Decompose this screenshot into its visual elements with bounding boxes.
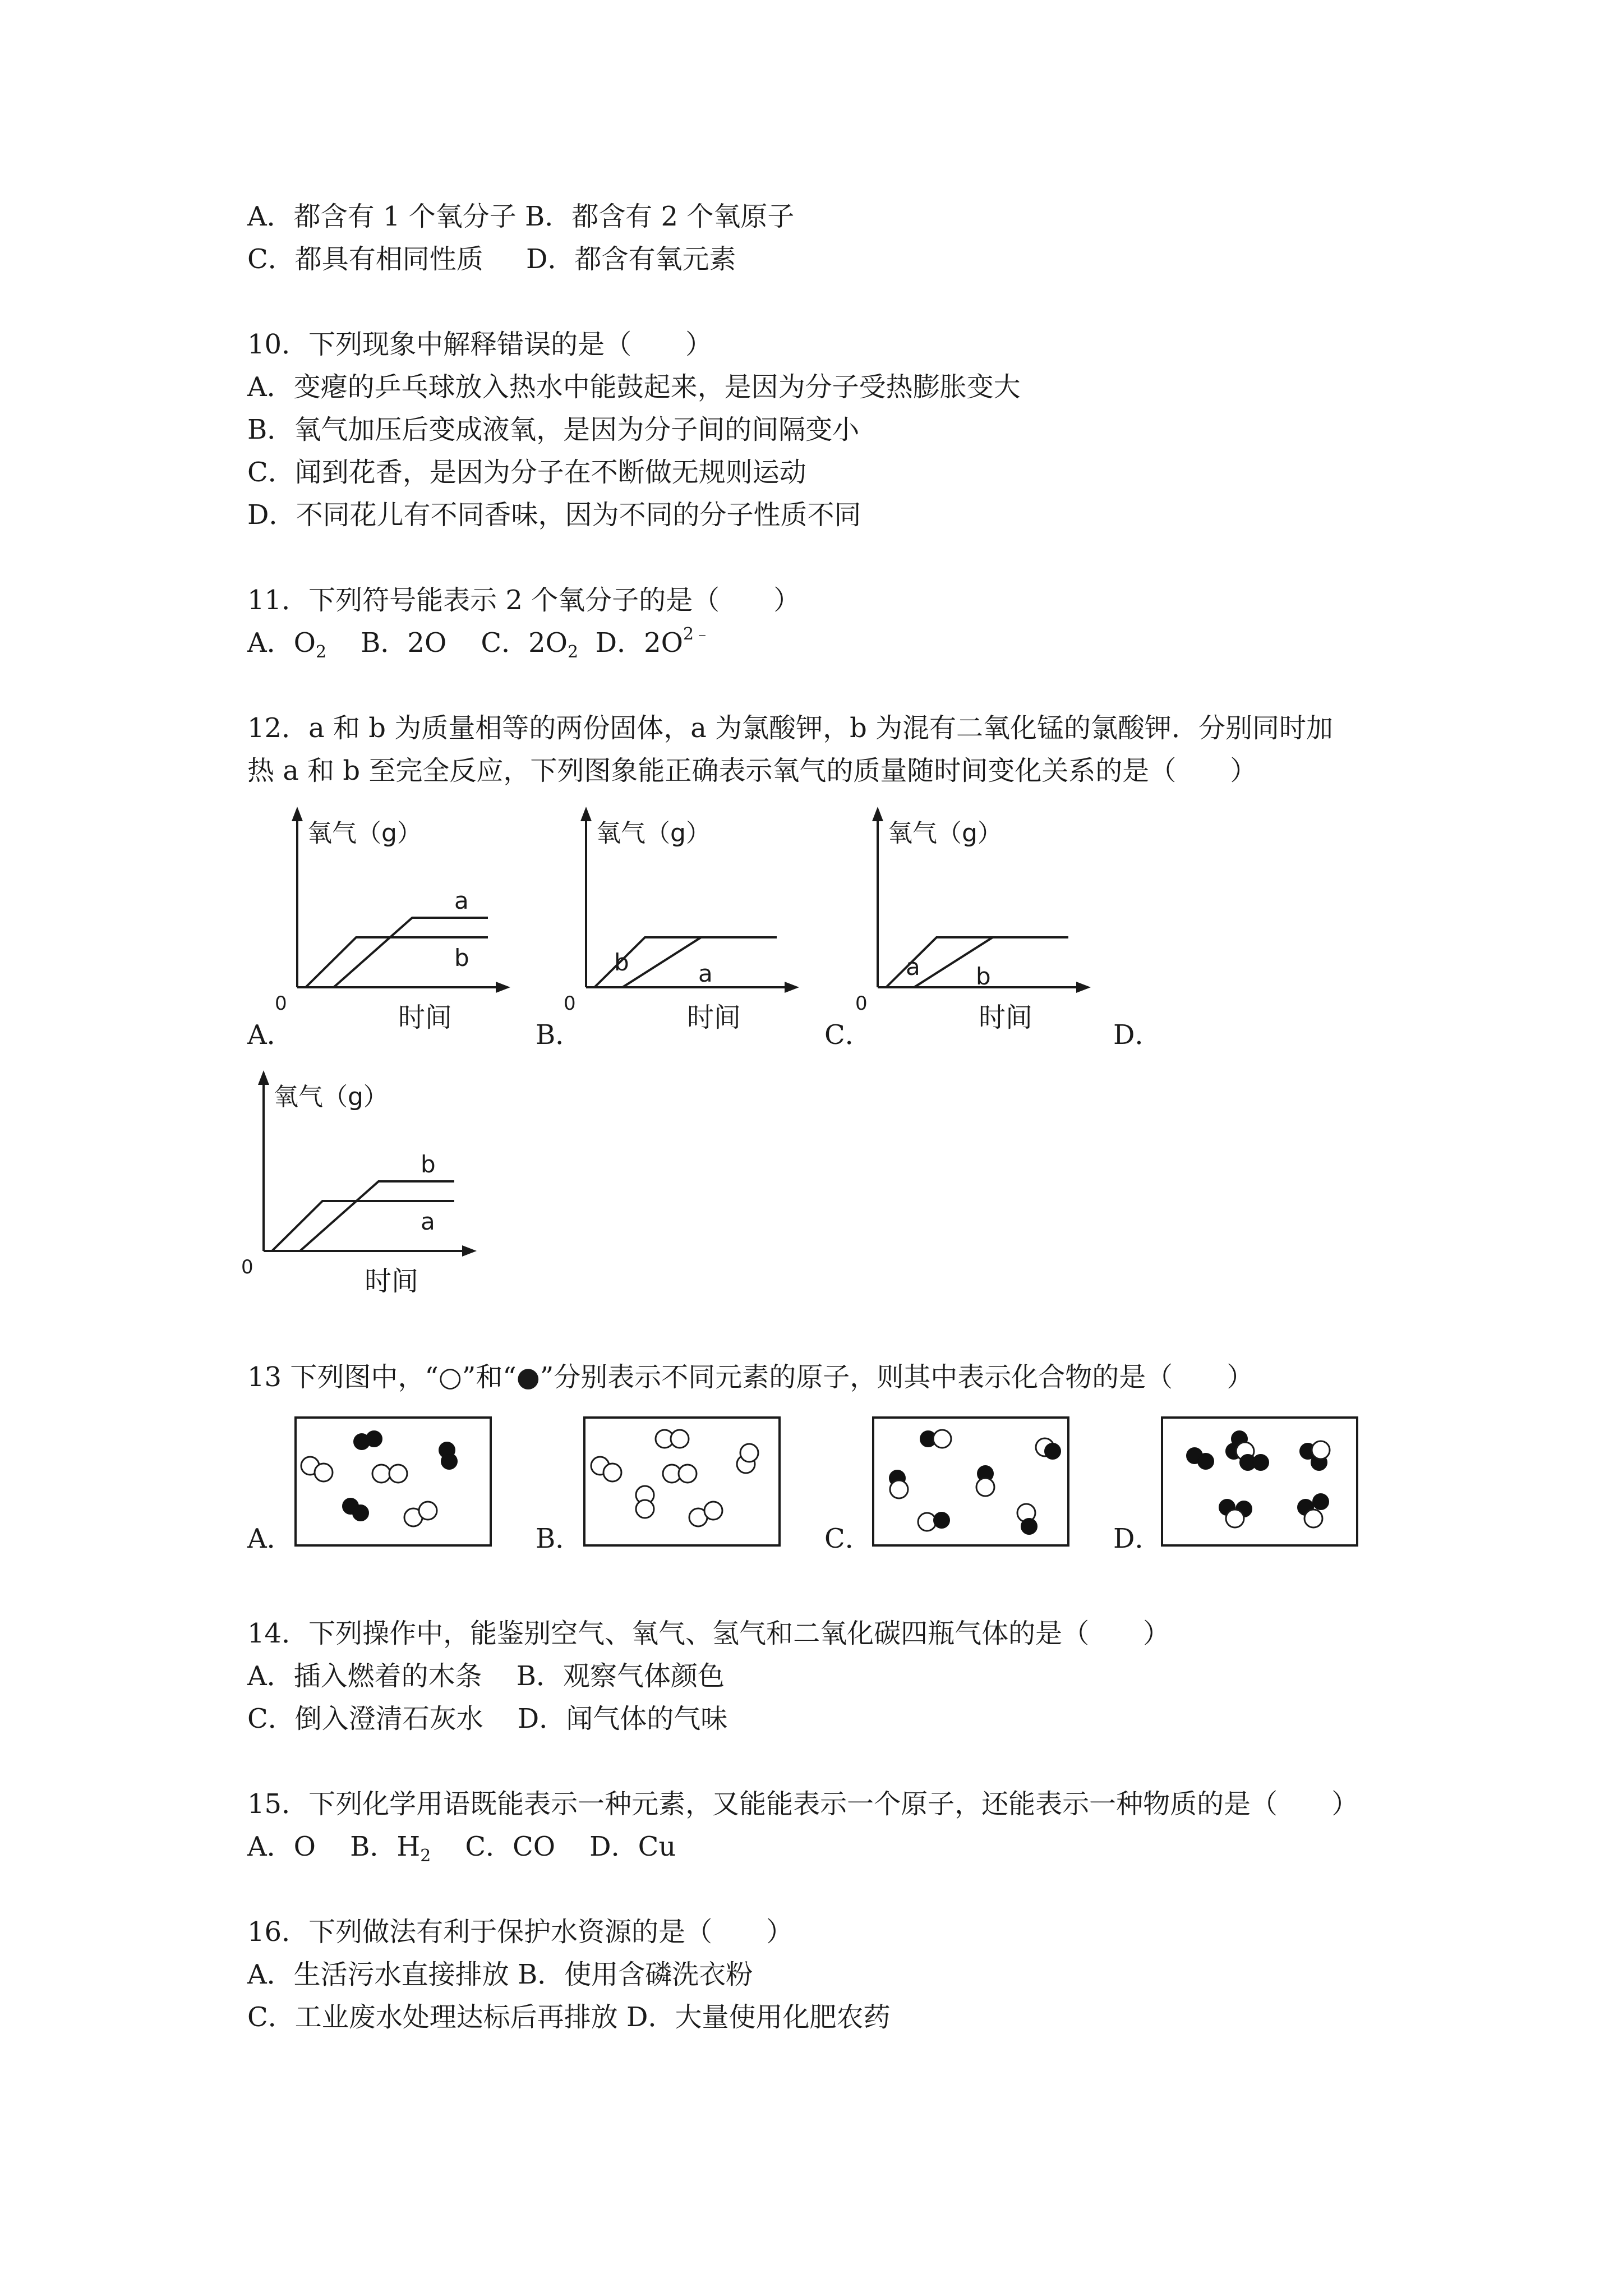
series-label-upper: b [976, 963, 991, 990]
hollow-atom-icon [679, 1465, 697, 1483]
q13-option-c-label: C． [824, 1523, 872, 1554]
y-axis-arrow-icon [258, 1070, 269, 1085]
hollow-atom-icon [976, 1478, 994, 1496]
filled-atom-icon [353, 1505, 368, 1521]
q14-options-row2 [247, 1702, 727, 1736]
x-axis-arrow-icon [785, 982, 799, 993]
q15-options [247, 1830, 676, 1864]
origin-label: 0 [564, 992, 576, 1015]
y-axis-label: 氧气（g） [596, 819, 711, 848]
q13-stem: 13 下列图中，“○”和“●”分别表示不同元素的原子，则其中表示化合物的是（ ） [247, 1361, 1254, 1393]
series-label-lower: b [454, 944, 469, 972]
q14-options-row1 [247, 1659, 725, 1693]
q13-option-b-label: B． [536, 1523, 583, 1554]
x-axis-arrow-icon [462, 1245, 477, 1257]
q10-option-a: A．变瘪的乒乓球放入热水中能鼓起来，是因为分子受热膨胀变大 [247, 371, 1021, 403]
q10-option-d: D．不同花儿有不同香味，因为不同的分子性质不同 [247, 499, 861, 531]
q16-options-row2 [247, 2000, 891, 2034]
q14-option-a: A．插入燃着的木条 [247, 1660, 482, 1692]
series-label-lower: b [614, 949, 629, 976]
q15-option-d: D．Cu [589, 1831, 676, 1862]
hollow-atom-icon [890, 1480, 908, 1498]
q12-option-d-label: D． [1113, 1019, 1162, 1051]
q12-graph-b [564, 802, 822, 1038]
q13-option-a-label: A． [247, 1523, 294, 1554]
q14-option-c: C．倒入澄清石灰水 [247, 1703, 483, 1734]
q12-stem-line2: 热 a 和 b 至完全反应，下列图象能正确表示氧气的质量随时间变化关系的是（ ） [247, 755, 1257, 786]
q14-option-d: D．闻气体的气味 [517, 1703, 728, 1734]
hollow-atom-icon [389, 1465, 407, 1483]
series-label-lower: a [906, 953, 920, 981]
series-label-upper: b [421, 1151, 436, 1178]
y-axis-label: 氧气（g） [888, 819, 1002, 848]
hollow-atom-icon [1226, 1510, 1244, 1527]
hollow-atom-icon [671, 1430, 689, 1448]
x-axis-label: 时间 [365, 1266, 419, 1297]
q13-option-d-label: D． [1113, 1523, 1162, 1554]
q10-option-c: C．闻到花香，是因为分子在不断做无规则运动 [247, 457, 806, 488]
box-border [1162, 1418, 1357, 1545]
q12-option-a-label: A． [247, 1019, 294, 1051]
q12-graph-a [275, 802, 533, 1038]
q14-stem: 14．下列操作中，能鉴别空气、氧气、氢气和二氧化碳四瓶气体的是（ ） [247, 1618, 1170, 1649]
q16-option-a: A．生活污水直接排放 [247, 1959, 509, 1990]
hollow-atom-icon [315, 1464, 333, 1481]
series-line-slow [914, 937, 1068, 987]
filled-atom-icon [934, 1512, 949, 1528]
q11-options [247, 626, 711, 660]
series-label-upper: a [454, 887, 469, 914]
q15-option-c: C．CO [465, 1831, 556, 1862]
q9-option-d: D．都含有氧元素 [526, 243, 736, 275]
q12-graph-d [241, 1066, 499, 1301]
filled-atom-icon [1045, 1443, 1061, 1459]
filled-atom-icon [366, 1431, 382, 1447]
origin-label: 0 [855, 992, 868, 1015]
hollow-atom-icon [1312, 1441, 1330, 1459]
q16-stem: 16．下列做法有利于保护水资源的是（ ） [247, 1916, 794, 1948]
q12-option-b-label: B． [536, 1019, 583, 1051]
q9-options-row1 [247, 200, 794, 233]
hollow-atom-icon [740, 1444, 758, 1462]
q9-option-a: A．都含有 1 个氧分子 [247, 201, 517, 232]
x-axis-label: 时间 [398, 1002, 453, 1033]
q16-option-b: B．使用含磷洗衣粉 [517, 1959, 753, 1990]
q10-option-b: B．氧气加压后变成液氧，是因为分子间的间隔变小 [247, 414, 860, 445]
q9-option-b: B．都含有 2 个氧原子 [525, 201, 795, 232]
q15-option-b: B．$H_2$ [350, 1831, 431, 1866]
hollow-atom-icon [603, 1464, 621, 1481]
x-axis-label: 时间 [979, 1002, 1033, 1033]
q11-option-d: D．$2O^{2﹣}$ [595, 624, 711, 659]
y-axis-arrow-icon [872, 807, 883, 821]
q15-stem: 15．下列化学用语既能表示一种元素，又能能表示一个原子，还能表示一种物质的是（ ） [247, 1788, 1359, 1820]
q13-box-d [1161, 1416, 1358, 1547]
q11-option-b: B．2O [361, 627, 447, 659]
q13-box-c [872, 1416, 1069, 1547]
filled-atom-icon [1313, 1494, 1329, 1510]
q12-option-c-label: C． [824, 1019, 872, 1051]
x-axis-arrow-icon [496, 982, 510, 993]
filled-atom-icon [1198, 1453, 1214, 1469]
x-axis-arrow-icon [1076, 982, 1091, 993]
y-axis-label: 氧气（g） [307, 819, 422, 848]
x-axis-label: 时间 [687, 1002, 741, 1033]
q12-graph-c [855, 802, 1113, 1038]
hollow-atom-icon [918, 1513, 936, 1531]
filled-atom-icon [1021, 1519, 1037, 1534]
filled-atom-icon [1253, 1455, 1269, 1470]
q11-stem: 11．下列符号能表示 2 个氧分子的是（ ） [247, 585, 801, 616]
q16-options-row1 [247, 1958, 753, 1991]
origin-label: 0 [275, 992, 287, 1015]
q10-stem: 10．下列现象中解释错误的是（ ） [247, 329, 713, 360]
hollow-atom-icon [372, 1465, 390, 1483]
q9-option-c: C．都具有相同性质 [247, 243, 483, 275]
q16-option-c: C．工业废水处理达标后再排放 [247, 2001, 618, 2033]
q16-option-d: D．大量使用化肥农药 [626, 2001, 891, 2033]
y-axis-label: 氧气（g） [274, 1083, 388, 1111]
y-axis-arrow-icon [292, 807, 303, 821]
origin-label: 0 [241, 1256, 253, 1278]
q15-option-a: A．O [247, 1831, 316, 1862]
q13-box-b [583, 1416, 781, 1547]
hollow-atom-icon [704, 1502, 722, 1520]
q11-option-a: A．$O_2$ [247, 627, 327, 662]
filled-atom-icon [441, 1453, 457, 1469]
q9-options-row2 [247, 242, 736, 276]
q12-stem-line1: 12．a 和 b 为质量相等的两份固体，a 为氯酸钾，b 为混有二氧化锰的氯酸钾．分别同时加 [247, 712, 1334, 744]
hollow-atom-icon [636, 1500, 654, 1518]
series-label-upper: a [698, 960, 713, 987]
q13-box-a [294, 1416, 492, 1547]
q14-option-b: B．观察气体颜色 [516, 1660, 725, 1692]
series-label-lower: a [421, 1208, 435, 1235]
hollow-atom-icon [933, 1430, 951, 1448]
q11-option-c: C．$2O_2$ [481, 627, 579, 662]
hollow-atom-icon [419, 1502, 437, 1520]
y-axis-arrow-icon [580, 807, 592, 821]
hollow-atom-icon [1304, 1510, 1322, 1527]
